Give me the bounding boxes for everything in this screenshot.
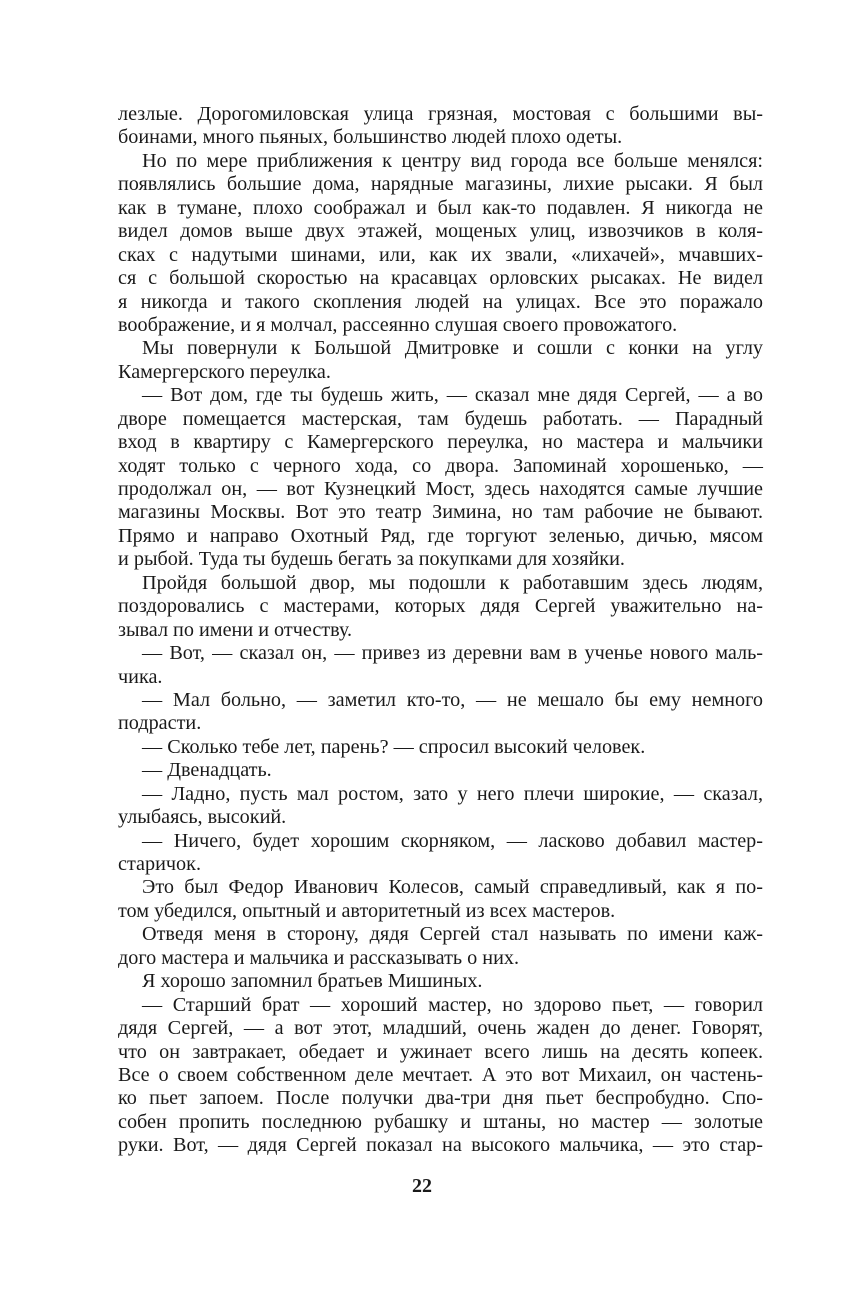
text-line: зывал по имени и отчеству. xyxy=(118,618,353,641)
text-line: поздоровались с мастерами, которых дядя Сергей уважительно на- xyxy=(118,595,763,618)
text-line: магазины Москвы. Вот это театр Зимина, но там рабочие не бывают. xyxy=(118,501,763,524)
text-line: — Вот дом, где ты будешь жить, — сказал мне дядя Сергей, — а во xyxy=(142,384,763,407)
text-line: — Вот, — сказал он, — привез из деревни вам в ученье нового маль- xyxy=(142,642,763,665)
text-line: лезлые. Дорогомиловская улица грязная, мостовая с большими вы- xyxy=(118,103,763,125)
text-line: Отведя меня в сторону, дядя Сергей стал называть по имени каж- xyxy=(142,923,763,946)
text-line: я никогда и такого скопления людей на улицах. Все это поражало xyxy=(118,290,763,313)
text-line: — Мал больно, — заметил кто-то, — не мешало бы ему немного xyxy=(142,688,763,711)
text-line: Прямо и направо Охотный Ряд, где торгуют зеленью, дичью, мясом xyxy=(118,524,763,547)
text-line: воображение, и я молчал, рассеянно слушая своего провожатого. xyxy=(118,313,678,336)
text-line: Камергерского переулка. xyxy=(118,360,331,383)
text-line: дядя Сергей, — а вот этот, младший, очень жаден до денег. Говорят, xyxy=(118,1017,763,1040)
text-line: вход в квартиру с Камергерского переулка, но мастера и мальчики xyxy=(118,431,763,454)
text-line: ко пьет запоем. После получки два-три дня пьет беспробудно. Спо- xyxy=(118,1087,763,1110)
text-line: что он завтракает, обедает и ужинает всего лишь на десять копеек. xyxy=(118,1040,763,1063)
text-line: чика. xyxy=(118,665,163,688)
text-line: дворе помещается мастерская, там будешь работать. — Парадный xyxy=(118,407,763,430)
text-line: старичок. xyxy=(118,853,201,875)
text-line: улыбаясь, высокий. xyxy=(118,806,287,829)
text-line: и рыбой. Туда ты будешь бегать за покупками для хозяйки. xyxy=(118,548,625,571)
text-line: — Ничего, будет хорошим скорняком, — ласково добавил мастер- xyxy=(142,829,763,852)
text-line: — Старший брат — хороший мастер, но здорово пьет, — говорил xyxy=(142,993,763,1016)
text-line: ходят только с черного хода, со двора. Запоминай хорошенько, — xyxy=(118,454,763,477)
text-line: Все о своем собственном деле мечтает. А это вот Михаил, он частень- xyxy=(118,1063,763,1086)
text-line: Пройдя большой двор, мы подошли к работавшим здесь людям, xyxy=(142,571,763,594)
text-line: дого мастера и мальчика и рассказывать о них. xyxy=(118,946,520,969)
page-body-text xyxy=(118,103,763,1158)
text-line: видел домов выше двух этажей, мощеных улиц, извозчиков в коля- xyxy=(118,220,763,243)
text-line: как в тумане, плохо соображал и был как-то подавлен. Я никогда не xyxy=(118,196,763,219)
text-line: боинами, много пьяных, большинство людей плохо одеты. xyxy=(118,126,623,149)
text-line: ся с большой скоростью на красавцах орловских рысаках. Не видел xyxy=(118,267,763,290)
text-line: Но по мере приближения к центру вид города все больше менялся: xyxy=(142,149,763,172)
text-line: собен пропить последнюю рубашку и штаны, но мастер — золотые xyxy=(118,1110,763,1133)
text-line: сках с надутыми шинами, или, как их звали, «лихачей», мчавших- xyxy=(118,243,763,266)
text-line: продолжал он, — вот Кузнецкий Мост, здесь находятся самые лучшие xyxy=(118,478,763,500)
text-line: Это был Федор Иванович Колесов, самый справедливый, как я по- xyxy=(142,876,763,899)
page-number: 22 xyxy=(412,1175,432,1197)
text-line: том убедился, опытный и авторитетный из всех мастеров. xyxy=(118,899,616,922)
text-line: руки. Вот, — дядя Сергей показал на высокого мальчика, — это стар- xyxy=(118,1134,763,1157)
text-line: подрасти. xyxy=(118,712,202,735)
text-line: Я хорошо запомнил братьев Мишиных. xyxy=(142,970,483,993)
text-line: — Ладно, пусть мал ростом, зато у него плечи широкие, — сказал, xyxy=(142,782,763,805)
text-line: — Двенадцать. xyxy=(142,759,272,782)
text-line: Мы повернули к Большой Дмитровке и сошли с конки на углу xyxy=(142,337,763,360)
text-line: — Сколько тебе лет, парень? — спросил высокий человек. xyxy=(142,735,646,758)
text-line: появлялись большие дома, нарядные магазины, лихие рысаки. Я был xyxy=(118,173,763,196)
